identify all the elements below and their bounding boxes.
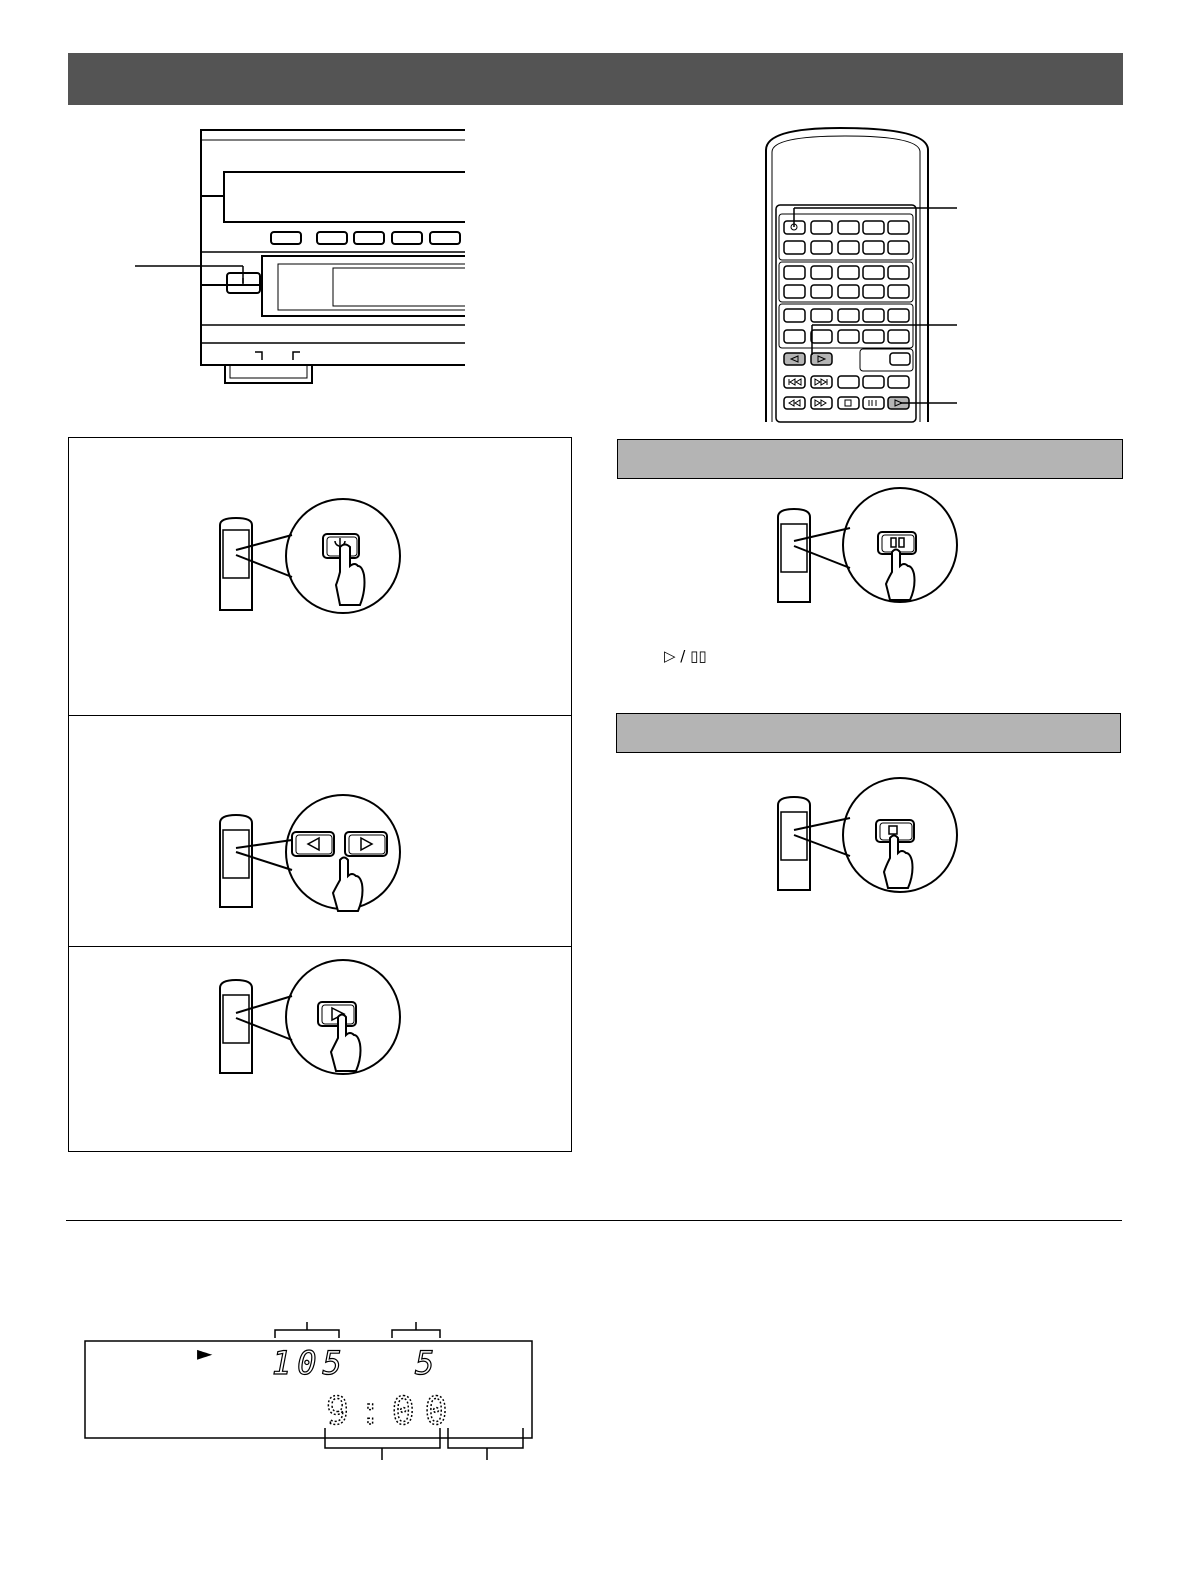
- clock-time: 9:00: [326, 1389, 458, 1433]
- playing-indicator-icon: ►: [197, 1341, 213, 1365]
- play-pause-symbol: ▷ / ▯▯: [664, 647, 707, 665]
- channel-number: 5: [415, 1344, 435, 1382]
- program-number: 105: [272, 1344, 348, 1382]
